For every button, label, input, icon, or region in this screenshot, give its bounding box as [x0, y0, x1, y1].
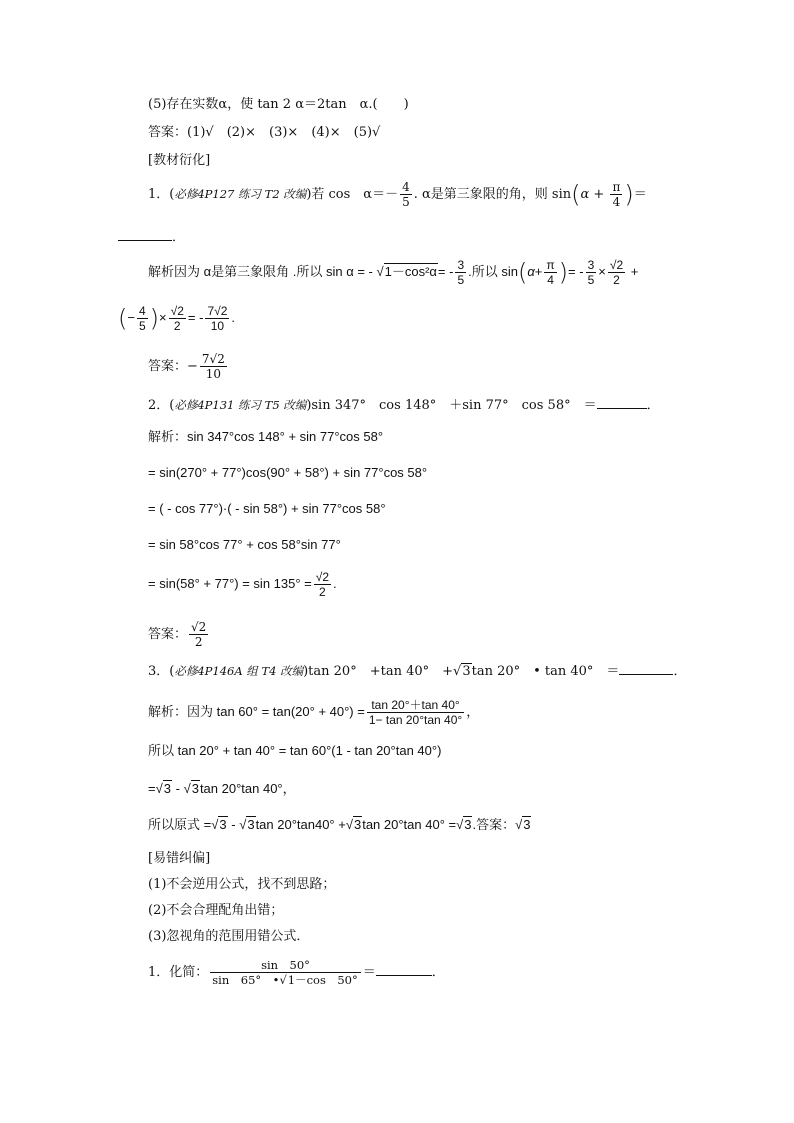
- problem-2: 2．(必修4P131 练习 T5 改编)sin 347° cos 148° ＋sin 77° cos 58° ＝ ．: [148, 398, 660, 413]
- problem-2-step-3: = ( - cos 77°)·( - sin 58°) + sin 77°cos 58°: [148, 501, 386, 516]
- problem-3: 3．(必修4P146A 组 T4 改编)tan 20° +tan 40° +√3tan 20° • tan 40° ＝ ．: [148, 664, 687, 679]
- problem-3-step-4: 所以原式 =√3 - √3tan 20°tan40° +√3tan 20°tan 40° =√3.答案：√3: [148, 817, 531, 832]
- problem-3-blank[interactable]: [619, 662, 673, 675]
- exercise-1-blank[interactable]: [376, 963, 432, 976]
- exercise-1: 1．化简： $\frac{\sin 50^\circ}{\sin 65^\circ •√1-\cos 50^\circ}$ ＝ ．: [148, 958, 445, 987]
- problem-1-solution: 解析因为 α是第三象限角 .所以 sin α = - √1－cos²α= - $\frac{3}{5}$ .所以 sin(α+ $\frac{\pi}{4}$ )= - $\frac{3}{5}$ × $\frac{√2}{2}$ +: [148, 258, 639, 287]
- problem-2-step-1: 解析：sin 347°cos 148° + sin 77°cos 58°: [148, 429, 384, 444]
- problem-1-answer: 答案：− $\frac{7√2}{10}$: [148, 352, 225, 381]
- problem-2-step-2: = sin(270° + 77°)cos(90° + 58°) + sin 77°cos 58°: [148, 465, 428, 480]
- error-item-1: (1)不会逆用公式，找不到思路；: [148, 877, 336, 892]
- problem-2-step-5: = sin(58° + 77°) = sin 135° = $\frac{√2}{2}$ .: [148, 570, 337, 599]
- section-errors: [易错纠偏]: [148, 851, 211, 866]
- error-item-3: (3)忽视角的范围用错公式．: [148, 929, 310, 944]
- problem-1-solution-cont: (− $\frac{4}{5}$ )× $\frac{√2}{2}$ = - $\frac{7√2}{10}$ .: [118, 304, 235, 333]
- problem-1: 1．(必修4P127 练习 T2 改编)若 cos α＝－ $\frac{4}{5}$ . α是第三象限的角，则 sin(α + $\frac{\pi}{4}$ )＝: [148, 180, 647, 209]
- intro-answers: 答案：(1)√ (2)× (3)× (4)× (5)√: [148, 125, 381, 140]
- problem-1-blank[interactable]: ．: [118, 228, 185, 247]
- section-textbook: [教材衍化]: [148, 153, 211, 168]
- problem-2-blank[interactable]: [597, 396, 647, 409]
- problem-3-step-2: 所以 tan 20° + tan 40° = tan 60°(1 - tan 20°tan 40°): [148, 743, 442, 758]
- problem-2-answer: 答案： $\frac{√2}{2}$: [148, 620, 207, 649]
- problem-3-step-3: =√3 - √3tan 20°tan 40°，: [148, 781, 296, 796]
- problem-2-step-4: = sin 58°cos 77° + cos 58°sin 77°: [148, 537, 341, 552]
- error-item-2: (2)不会合理配角出错；: [148, 903, 284, 918]
- problem-3-step-1: 解析：因为 tan 60° = tan(20° + 40°) = $\frac{\tan 20^\circ+\tan 40^\circ}{1- \tan 20^\circ\tan 40^\circ}$ ，: [148, 698, 480, 727]
- item-5: (5)存在实数α，使 tan 2 α＝2tan α.( ): [148, 97, 409, 112]
